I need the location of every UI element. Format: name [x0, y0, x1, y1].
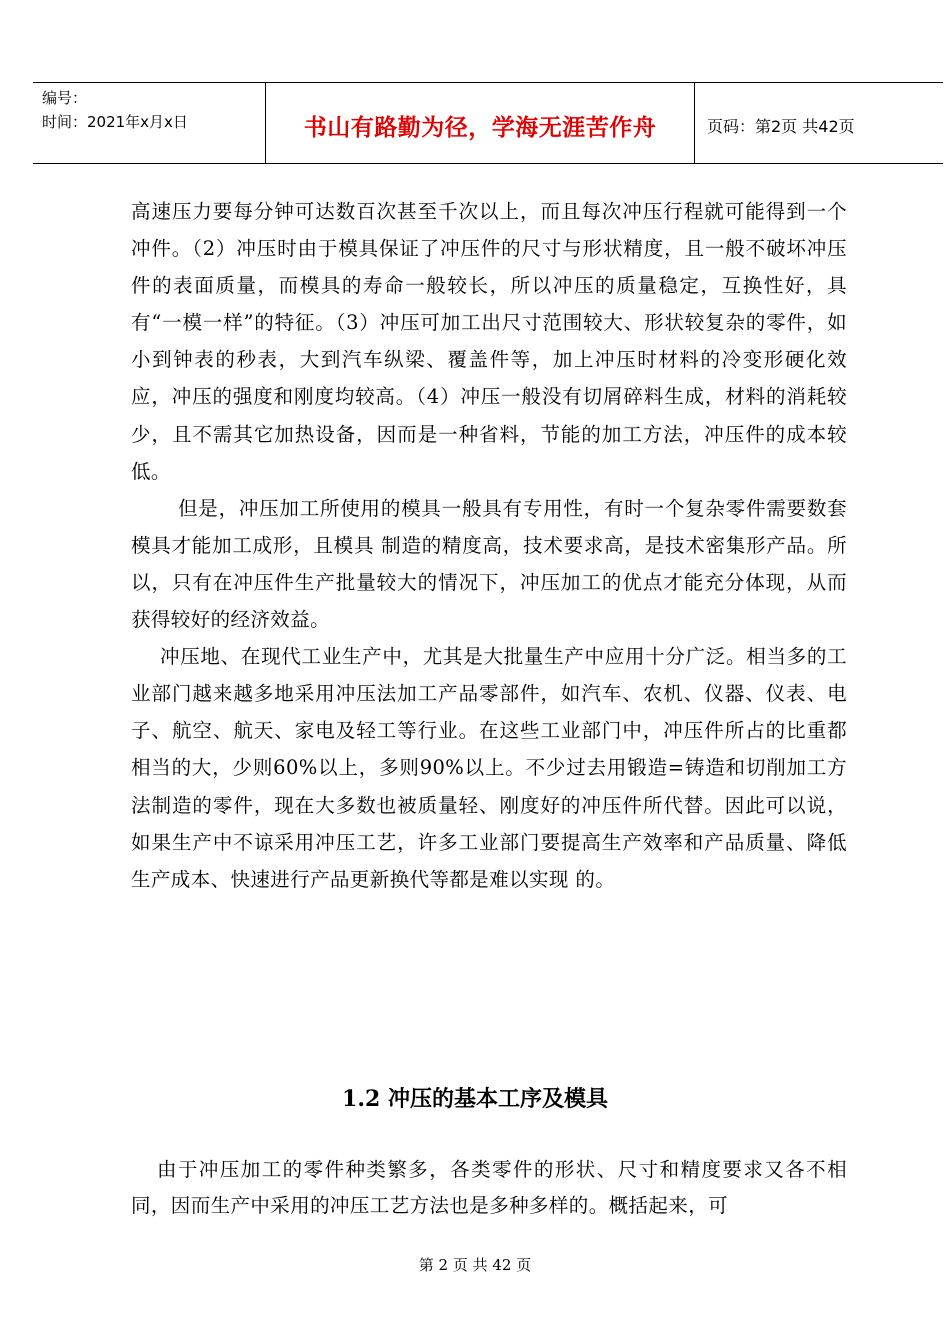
- paragraph-1: 高速压力要每分钟可达数百次甚至千次以上，而且每次冲压行程就可能得到一个冲件。（2）冲压时由于模具保证了冲压件的尺寸与形状精度，且一般不破坏冲压件的表面质量，而模具的寿命一般较长，所以冲压的质量稳定，互换性好，具有“一模一样”的特征。（3）冲压可加工出尺寸范围较大、形状较复杂的零件，如小到钟表的秒表，大到汽车纵梁、覆盖件等，加上冲压时材料的冷变形硬化效应，冲压的强度和刚度均较高。（4）冲压一般没有切屑碎料生成，材料的消耗较少，且不需其它加热设备，因而是一种省料，节能的加工方法，冲压件的成本较低。: [131, 200, 847, 483]
- document-body-continued: [131, 1152, 847, 1224]
- header-motto-cell: [266, 83, 695, 163]
- page-info: 页码：第2页 共42页: [707, 117, 855, 136]
- paragraph-2: 但是，冲压加工所使用的模具一般具有专用性，有时一个复杂零件需要数套模具才能加工成形，且模具 制造的精度高，技术要求高，是技术密集形产品。所以，只有在冲压件生产批量较大的情况下，冲压加工的优点才能充分体现，从而获得较好的经济效益。: [131, 496, 847, 632]
- page-footer: 第 2 页 共 42 页: [418, 1256, 532, 1274]
- section-title: 1.2 冲压的基本工序及模具: [342, 1086, 608, 1112]
- document-body: [131, 193, 847, 898]
- time-label: 时间：2021年x月x日: [42, 113, 188, 131]
- header-page-cell: [695, 83, 943, 163]
- page-header: [33, 82, 943, 164]
- motto-text: 书山有路勤为径，学海无涯苦作舟: [303, 115, 657, 141]
- number-label: 编号：: [42, 89, 88, 107]
- paragraph-3: 冲压地、在现代工业生产中，尤其是大批量生产中应用十分广泛。相当多的工业部门越来越多地采用冲压法加工产品零部件，如汽车、农机、仪器、仪表、电子、航空、航天、家电及轻工等行业。在这些工业部门中，冲压件所占的比重都相当的大，少则60%以上，多则90%以上。不少过去用锻造=铸造和切削加工方法制造的零件，现在大多数也被质量轻、刚度好的冲压件所代替。因此可以说，如果生产中不谅采用冲压工艺，许多工业部门要提高生产效率和产品质量、降低生产成本、快速进行产品更新换代等都是难以实现 的。: [131, 645, 847, 891]
- paragraph-4: 由于冲压加工的零件种类繁多，各类零件的形状、尺寸和精度要求又各不相同，因而生产中采用的冲压工艺方法也是多种多样的。概括起来，可: [131, 1158, 847, 1217]
- header-meta-cell: [33, 83, 266, 163]
